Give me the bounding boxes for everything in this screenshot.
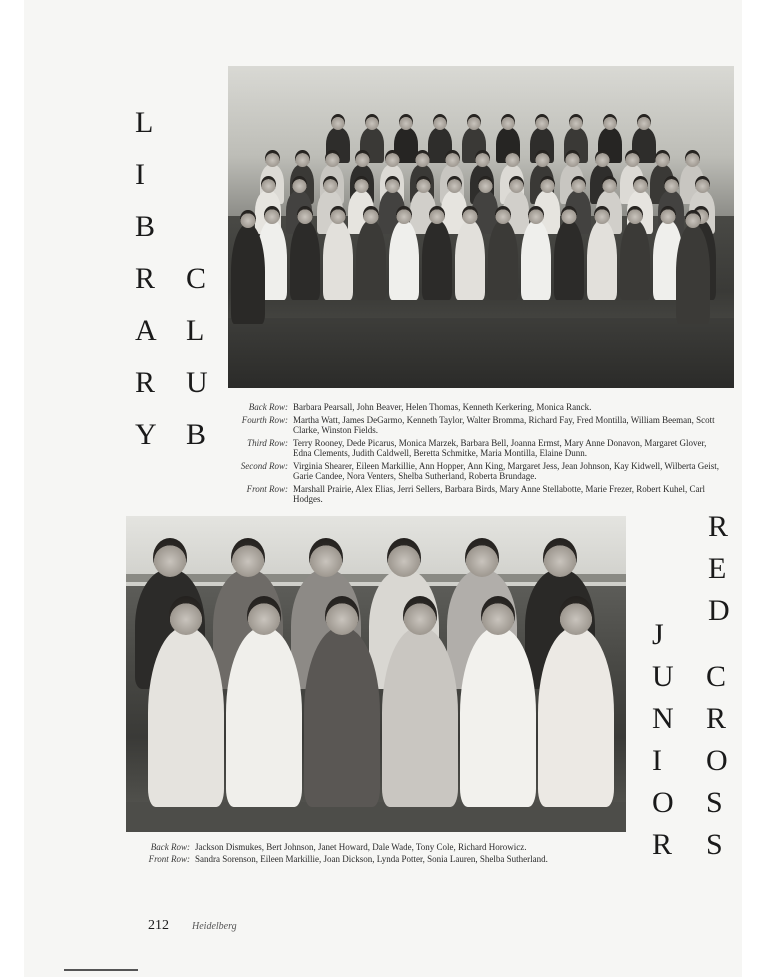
person-silhouette [676, 224, 710, 324]
person-head [685, 150, 700, 167]
person-head [169, 596, 203, 635]
person-head [153, 538, 187, 577]
title-letter: S [706, 828, 723, 861]
person-silhouette [521, 220, 551, 300]
title-letter: A [135, 314, 157, 347]
person-silhouette [304, 627, 380, 807]
junior-red-cross-photo [126, 516, 626, 832]
person-head [602, 176, 617, 193]
person-head [447, 176, 462, 193]
person-silhouette [226, 627, 302, 807]
person-silhouette [554, 220, 584, 300]
person-head [501, 114, 515, 130]
person-head [247, 596, 281, 635]
row-label: Fourth Row: [241, 415, 288, 425]
person-head [323, 176, 338, 193]
person-head [387, 538, 421, 577]
title-letter: I [135, 158, 145, 191]
person-head [231, 538, 265, 577]
junior-red-cross-caption [128, 842, 628, 867]
person-head [475, 150, 490, 167]
person-silhouette [389, 220, 419, 300]
person-head [569, 114, 583, 130]
person-silhouette [422, 220, 452, 300]
person-silhouette [356, 220, 386, 300]
person-head [365, 114, 379, 130]
row-names: Virginia Shearer, Eileen Markillie, Ann Hopper, Ann King, Margaret Jess, Jean Johnson, Kay Kidwell, Wilberta Geist, Garie Candee, Nora Venters, Shelba Sutherland, Roberta Brundage. [293, 461, 720, 481]
title-letter: R [135, 366, 156, 399]
person-head [292, 176, 307, 193]
person-head [467, 114, 481, 130]
footer-rule [64, 969, 138, 971]
library-club-photo [228, 66, 734, 388]
person-silhouette [323, 220, 353, 300]
title-letter: R [652, 828, 673, 861]
person-head [595, 150, 610, 167]
title-letter: U [652, 660, 674, 693]
row-label: Back Row: [150, 842, 190, 852]
row-label: Front Row: [148, 854, 190, 864]
title-letter: B [186, 418, 207, 451]
title-letter: R [135, 262, 156, 295]
person-head [265, 150, 280, 167]
person-head [625, 150, 640, 167]
row-names: Terry Rooney, Dede Picarus, Monica Marzek, Barbara Bell, Joanna Ermst, Mary Anne Donavon, Margaret Glover, Edna Clements, Judith Caldwell, Beretta Schmitke, Maria Montilla, Elaine Dunn. [293, 438, 707, 458]
person-head [399, 114, 413, 130]
title-letter: N [652, 702, 674, 735]
person-silhouette [148, 627, 224, 807]
title-letter: E [708, 552, 727, 585]
caption-row [232, 461, 720, 481]
library-club-caption [232, 402, 720, 507]
person-silhouette [538, 627, 614, 807]
person-head [535, 114, 549, 130]
person-silhouette [587, 220, 617, 300]
person-head [354, 176, 369, 193]
row-label: Second Row: [240, 461, 288, 471]
person-head [603, 114, 617, 130]
title-letter: L [135, 106, 154, 139]
person-head [385, 176, 400, 193]
person-silhouette [290, 220, 320, 300]
page-number: 212 [148, 918, 169, 933]
title-letter: S [706, 786, 723, 819]
caption-row [232, 415, 720, 435]
row-names: Barbara Pearsall, John Beaver, Helen Thomas, Kenneth Kerkering, Monica Ranck. [293, 402, 592, 412]
title-letter: U [186, 366, 208, 399]
title-letter: I [652, 744, 662, 777]
person-head [535, 150, 550, 167]
person-head [509, 176, 524, 193]
title-letter: O [706, 744, 728, 777]
person-head [295, 150, 310, 167]
person-head [655, 150, 670, 167]
person-head [664, 176, 679, 193]
book-title: Heidelberg [192, 921, 237, 932]
title-letter: J [652, 618, 664, 651]
person-silhouette [460, 627, 536, 807]
caption-row [232, 438, 720, 458]
caption-row [128, 842, 628, 852]
row-names: Martha Watt, James DeGarmo, Kenneth Taylor, Walter Bromma, Richard Fay, Fred Montilla, William Beeman, Scott Clarke, Winston Fields. [293, 415, 715, 435]
person-head [637, 114, 651, 130]
person-head [543, 538, 577, 577]
person-silhouette [488, 220, 518, 300]
row-names: Sandra Sorenson, Eileen Markillie, Joan Dickson, Lynda Potter, Sonia Lauren, Shelba Sutherland. [195, 854, 548, 864]
row-label: Third Row: [247, 438, 288, 448]
person-silhouette [455, 220, 485, 300]
title-letter: C [706, 660, 727, 693]
title-letter: C [186, 262, 207, 295]
row-names: Marshall Prairie, Alex Elias, Jerri Sellers, Barbara Birds, Mary Anne Stellabotte, Marie Frezer, Robert Kuhel, Carl Hodges. [293, 484, 706, 504]
person-head [565, 150, 580, 167]
title-letter: B [135, 210, 156, 243]
title-letter: R [708, 510, 729, 543]
person-head [481, 596, 515, 635]
person-head [415, 150, 430, 167]
person-head [416, 176, 431, 193]
row-label: Back Row: [248, 402, 288, 412]
person-head [261, 176, 276, 193]
person-head [478, 176, 493, 193]
person-head [465, 538, 499, 577]
title-letter: Y [135, 418, 157, 451]
person-head [695, 176, 710, 193]
person-head [385, 150, 400, 167]
caption-row [232, 484, 720, 504]
person-head [325, 150, 340, 167]
person-head [505, 150, 520, 167]
person-head [309, 538, 343, 577]
title-letter: O [652, 786, 674, 819]
person-head [571, 176, 586, 193]
person-head [403, 596, 437, 635]
person-head [433, 114, 447, 130]
title-letter: L [186, 314, 205, 347]
person-silhouette [231, 224, 265, 324]
person-head [633, 176, 648, 193]
caption-row [232, 402, 720, 412]
person-silhouette [620, 220, 650, 300]
title-letter: R [706, 702, 727, 735]
person-silhouette [382, 627, 458, 807]
title-letter: D [708, 594, 730, 627]
person-head [559, 596, 593, 635]
person-head [331, 114, 345, 130]
person-head [445, 150, 460, 167]
person-head [540, 176, 555, 193]
person-head [355, 150, 370, 167]
caption-row [128, 854, 628, 864]
row-names: Jackson Dismukes, Bert Johnson, Janet Howard, Dale Wade, Tony Cole, Richard Horowicz. [195, 842, 527, 852]
person-head [325, 596, 359, 635]
row-label: Front Row: [246, 484, 288, 494]
